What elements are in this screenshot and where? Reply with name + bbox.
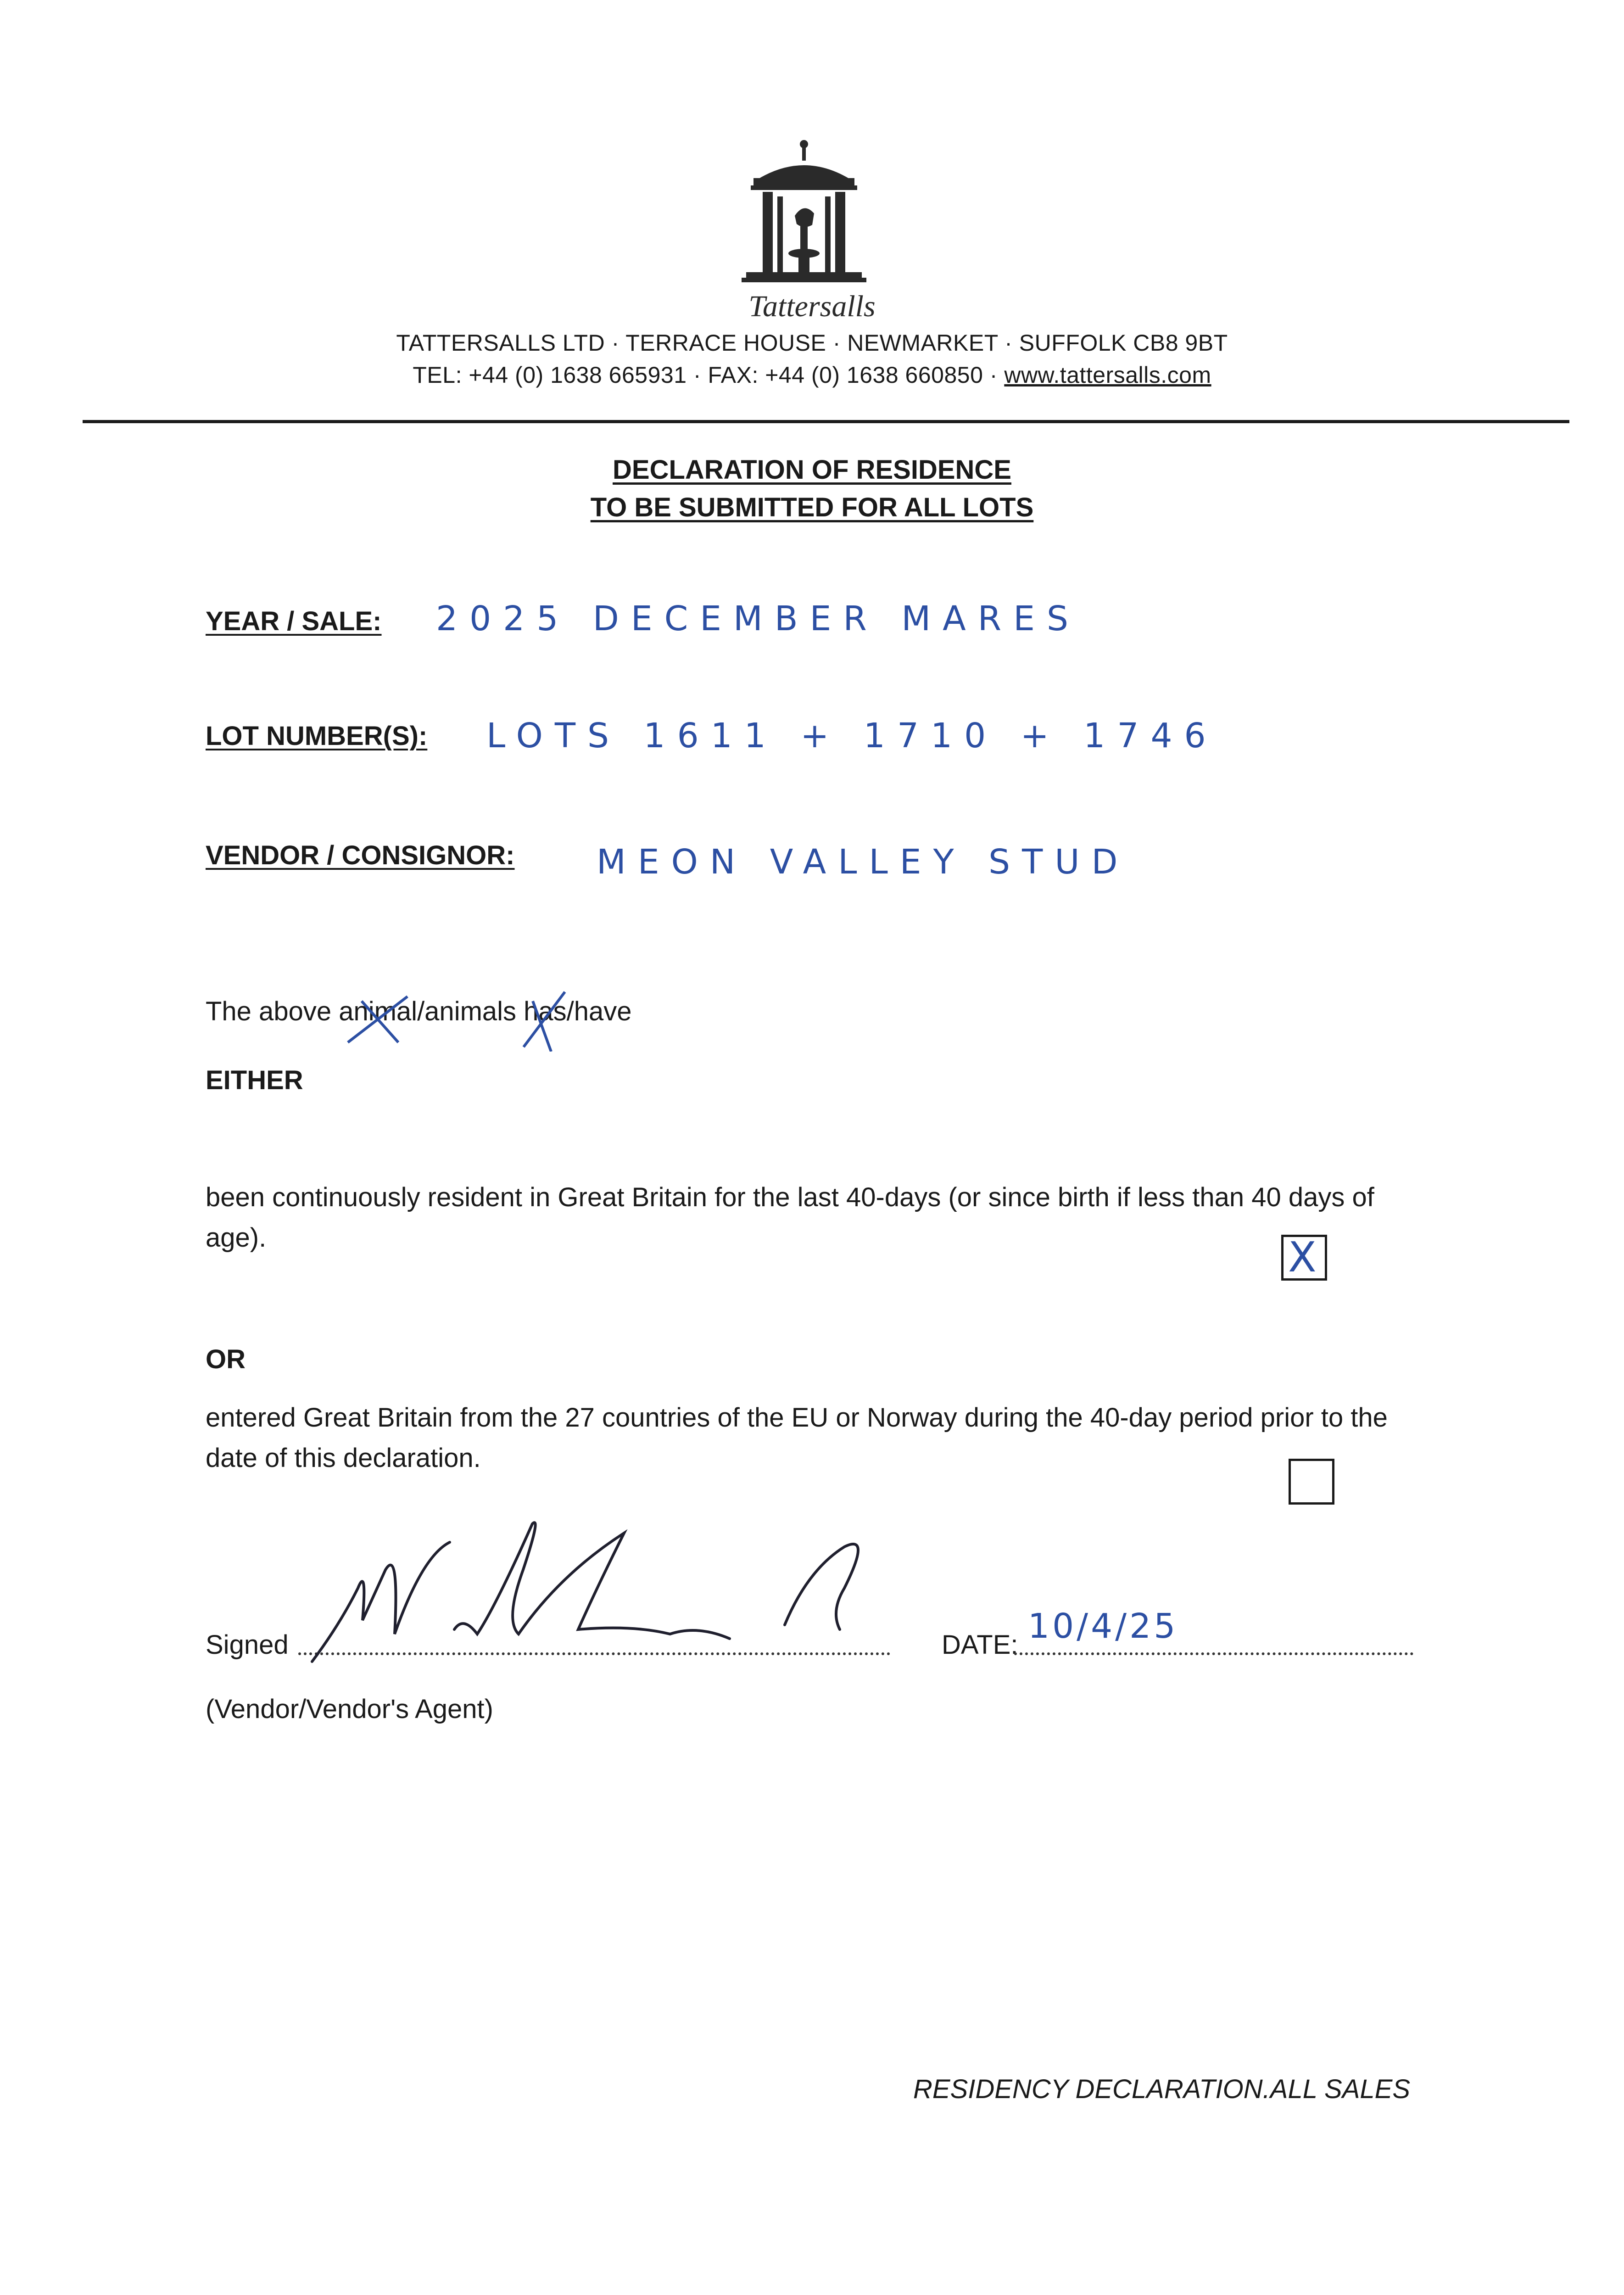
document-subtitle: TO BE SUBMITTED FOR ALL LOTS [590,493,1034,522]
statement-prefix: The above [206,996,339,1026]
brand-name: Tattersalls [748,290,876,323]
statement-suffix: /have [566,996,632,1026]
option1-checkbox[interactable] [1281,1235,1327,1281]
signed-label: Signed [206,1630,289,1660]
year-sale-label: YEAR / SALE: [206,606,382,636]
either-label: EITHER [206,1065,303,1095]
check-mark: X [1288,1233,1317,1282]
struck-word-has: has [524,996,567,1026]
year-sale-value: 2025 DECEMBER MARES [436,599,1080,638]
lot-number-value: LOTS 1611 + 1710 + 1746 [486,716,1218,756]
header-divider [83,420,1569,423]
document-reference: RESIDENCY DECLARATION.ALL SALES [913,2074,1411,2104]
struck-word-animal: animal [339,996,417,1026]
date-label: DATE: [942,1630,1018,1660]
date-value: 10/4/25 [1028,1606,1178,1646]
vendor-value: MEON VALLEY STUD [597,842,1130,882]
signer-role: (Vendor/Vendor's Agent) [206,1694,493,1724]
company-address: TATTERSALLS LTD · TERRACE HOUSE · NEWMARKET · SUFFOLK CB8 9BT [396,330,1228,356]
tattersalls-logo-icon [740,138,868,289]
contact-line [0,362,1624,388]
option1-text: been continuously resident in Great Britain for the last 40-days (or since birth if less than 40 days of age). [206,1182,1374,1253]
website-link[interactable]: www.tattersalls.com [1004,362,1211,388]
option2-checkbox[interactable] [1289,1459,1334,1505]
vendor-label: VENDOR / CONSIGNOR: [206,840,515,870]
lot-number-label: LOT NUMBER(S): [206,721,428,751]
or-label: OR [206,1344,246,1374]
phone-fax: TEL: +44 (0) 1638 665931 · FAX: +44 (0) 1638 660850 · [413,362,1005,388]
option2-text: entered Great Britain from the 27 countries of the EU or Norway during the 40-day period prior to the date of this declaration. [206,1403,1388,1473]
date-line [1014,1652,1413,1655]
document-title: DECLARATION OF RESIDENCE [613,455,1011,485]
signature-icon [303,1515,890,1671]
statement-middle: /animals [417,996,524,1026]
statement-line [206,991,632,1032]
